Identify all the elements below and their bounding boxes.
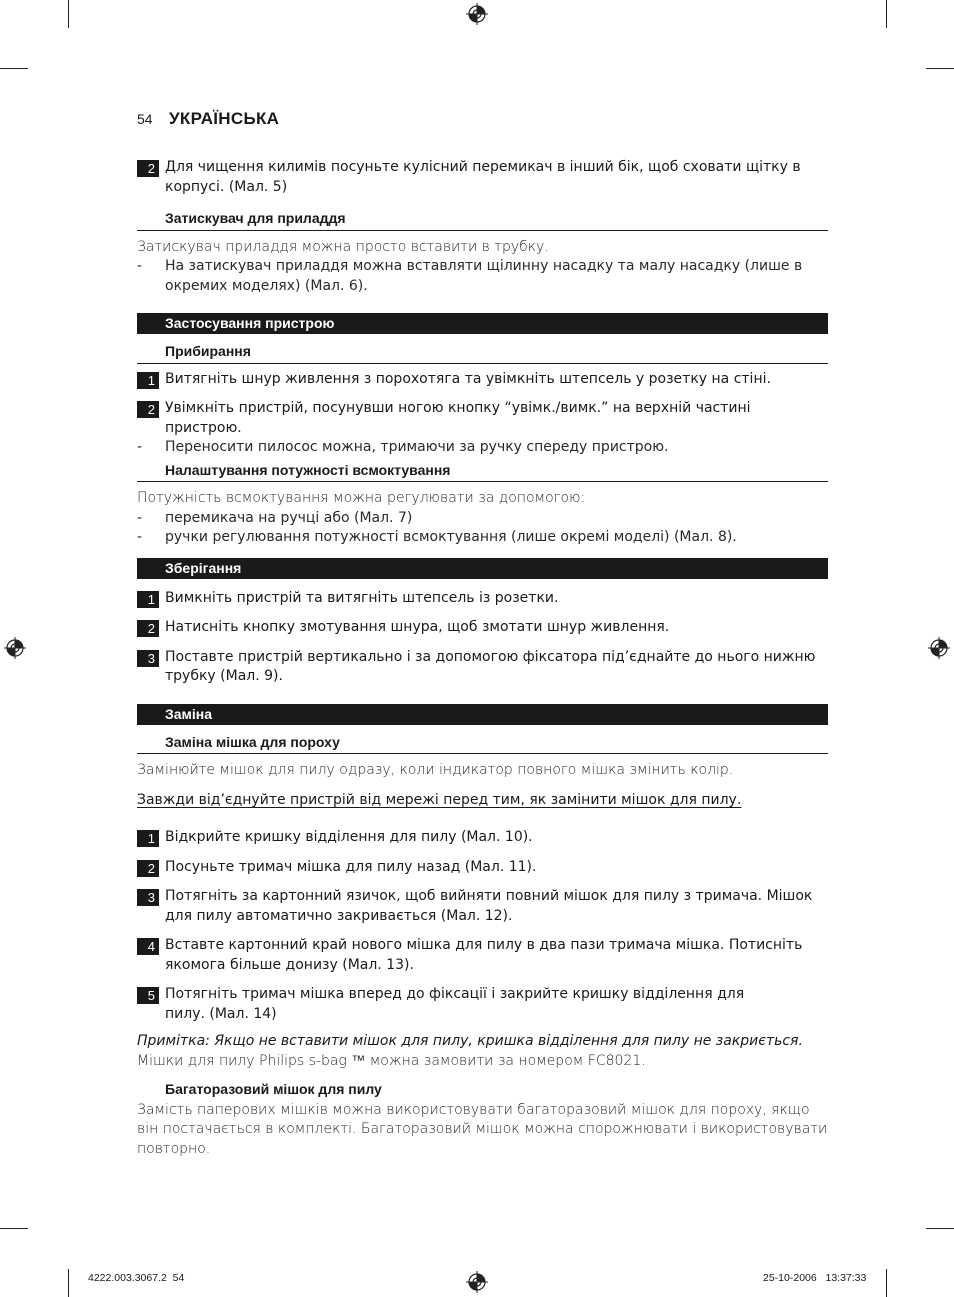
paragraph: Замість паперових мішків можна використовувати багаторазовий мішок для пороху, якщо він постачається в комплекті. Багаторазовий мішок можна спорожнювати і використовувати повторно. [137, 1101, 828, 1157]
section-heading-suction: Налаштування потужності всмоктування [137, 461, 828, 483]
step-text: Посуньте тримач мішка для пилу назад (Мал. 11). [165, 858, 537, 875]
step-text: Відкрийте кришку відділення для пилу (Мал. 10). [165, 829, 533, 845]
footer-timestamp [763, 1272, 866, 1284]
paragraph: Затискувач приладдя можна просто вставити в трубку. [137, 238, 549, 255]
crop-mark [68, 0, 69, 28]
paragraph: Замінюйте мішок для пилу одразу, коли індикатор повного мішка змінить колір. [137, 762, 734, 778]
section-heading-accessory-clip: Затискувач для приладдя [137, 209, 828, 231]
step-text: Вставте картонний край нового мішка для пилу в два пази тримача мішка. Потисніть якомога більше донизу (Мал. 13). [165, 937, 803, 973]
step-number: 2 [137, 401, 159, 418]
step-storage-1 [137, 589, 828, 609]
step-text: Витягніть шнур живлення з порохотяга та увімкніть штепсель у розетку на стіні. [165, 370, 771, 387]
step-replacement-2 [137, 858, 828, 878]
note-text: Примітка: Якщо не вставити мішок для пилу, кришка відділення для пилу не закриється. [137, 1033, 803, 1049]
section-heading-cleaning: Прибирання [137, 342, 828, 364]
section-heading-reusable-bag: Багаторазовий мішок для пилу [165, 1081, 382, 1097]
bullet-item: - перемикача на ручці або (Мал. 7) [137, 509, 828, 529]
step-number: 1 [137, 830, 159, 847]
step-text: Натисніть кнопку змотування шнура, щоб змотати шнур живлення. [165, 619, 670, 635]
registration-mark-icon [466, 1271, 488, 1293]
paragraph: Мішки для пилу Philips s-bag ™ можна замовити за номером FC8021. [137, 1052, 646, 1069]
language-title: УКРАЇНСЬКА [169, 109, 280, 128]
step-text: Поставте пристрій вертикально і за допомогою фіксатора під’єднайте до нього нижню трубку (Мал. 9). [165, 648, 816, 684]
step-replacement-5 [137, 985, 828, 1024]
step-carpet [137, 158, 828, 197]
step-storage-3 [137, 648, 828, 687]
crop-mark [886, 0, 887, 28]
crop-mark [926, 1228, 954, 1229]
paragraph: Потужність всмоктування можна регулювати за допомогою: [137, 490, 586, 506]
step-text: Увімкніть пристрій, посунувши ногою кнопку “увімк./вимк.” на верхній частині пристрою. [165, 400, 751, 436]
section-heading-bag-replacement: Заміна мішка для пороху [137, 733, 828, 755]
step-replacement-3 [137, 887, 828, 926]
footer-time: 13:37:33 [825, 1272, 867, 1284]
bullet-text: перемикача на ручці або (Мал. 7) [165, 509, 413, 526]
step-number: 2 [137, 860, 159, 877]
step-number: 5 [137, 987, 159, 1004]
page-content [137, 158, 828, 1159]
footer-code [88, 1272, 184, 1284]
footer-page: 54 [172, 1272, 185, 1284]
step-number: 1 [137, 591, 159, 608]
step-storage-2 [137, 618, 828, 638]
footer-document-code: 4222.003.3067.2 [88, 1272, 167, 1284]
step-number: 2 [137, 620, 159, 637]
registration-mark-icon [4, 637, 26, 659]
step-number: 3 [137, 889, 159, 906]
step-number: 1 [137, 372, 159, 389]
registration-mark-icon [466, 3, 488, 25]
crop-mark [68, 1269, 69, 1297]
section-bar-storage: Зберігання [137, 558, 828, 579]
section-bar-replacement: Заміна [137, 704, 828, 725]
crop-mark [0, 68, 28, 69]
bullet-item: - Переносити пилосос можна, тримаючи за ручку спереду пристрою. [137, 438, 828, 458]
crop-mark [0, 1228, 28, 1229]
footer-date: 25-10-2006 [763, 1272, 817, 1284]
bullet-text: На затискувач приладдя можна вставляти щілинну насадку та малу насадку (лише в окремих моделях) (Мал. 6). [165, 258, 803, 294]
step-usage-2 [137, 399, 828, 438]
step-number: 4 [137, 938, 159, 955]
step-text: Потягніть за картонний язичок, щоб вийняти повний мішок для пилу з тримача. Мішок для пилу автоматично закривається (Мал. 12). [165, 888, 813, 924]
page-header [137, 109, 279, 129]
step-number: 3 [137, 650, 159, 667]
step-number: 2 [137, 160, 159, 177]
step-text: Для чищення килимів посуньте кулісний перемикач в інший бік, щоб сховати щітку в корпусі. (Мал. 5) [165, 159, 801, 195]
crop-mark [886, 1269, 887, 1297]
step-text: Вимкніть пристрій та витягніть штепсель із розетки. [165, 589, 559, 606]
step-replacement-4 [137, 936, 828, 975]
bullet-text: Переносити пилосос можна, тримаючи за ручку спереду пристрою. [165, 439, 669, 455]
bullet-text: ручки регулювання потужності всмоктування (лише окремі моделі) (Мал. 8). [165, 529, 737, 545]
page-number: 54 [137, 111, 153, 127]
step-usage-1 [137, 370, 828, 390]
warning-text: Завжди від’єднуйте пристрій від мережі перед тим, як замінити мішок для пилу. [137, 791, 742, 808]
bullet-item: - На затискувач приладдя можна вставляти щілинну насадку та малу насадку (лише в окремих моделях) (Мал. 6). [137, 257, 828, 296]
crop-mark [926, 68, 954, 69]
bullet-item: - ручки регулювання потужності всмоктування (лише окремі моделі) (Мал. 8). [137, 528, 828, 548]
section-bar-usage: Застосування пристрою [137, 313, 828, 334]
step-text: Потягніть тримач мішка вперед до фіксації і закрийте кришку відділення для пилу. (Мал. 14) [165, 986, 745, 1022]
step-replacement-1 [137, 828, 828, 848]
registration-mark-icon [928, 637, 950, 659]
